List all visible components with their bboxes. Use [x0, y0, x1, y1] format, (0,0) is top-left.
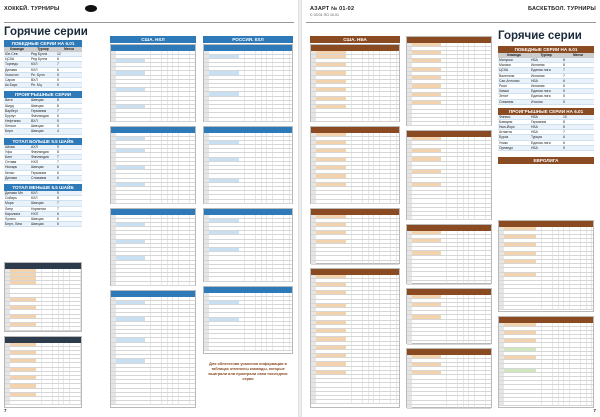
table-rows	[407, 231, 491, 285]
list-item: Валенсия Испания 7	[498, 74, 594, 79]
table-rows	[311, 51, 399, 122]
table-rows	[204, 215, 292, 282]
list-item: ЦСКА Единая лига 7	[498, 68, 594, 73]
list-item: Мора Швеция 7	[4, 201, 82, 206]
table-row	[311, 118, 399, 122]
russia-khl-column	[203, 36, 293, 43]
standings-table-mid-1	[406, 36, 492, 126]
list-item: Берн, Лига Швеция 6	[4, 222, 82, 227]
table-rows	[111, 133, 195, 204]
table-row	[111, 200, 195, 204]
table-row	[204, 200, 292, 204]
standings-table-khl-3	[203, 208, 293, 282]
standings-table-mid-5	[406, 348, 492, 408]
usa-nhl-column	[110, 36, 196, 43]
standings-table-nhl-3	[110, 208, 196, 286]
standings-table-mid-2	[406, 130, 492, 220]
table-row	[111, 282, 195, 286]
standings-table-mid-3	[406, 224, 492, 284]
left-running-head: ХОККЕЙ. ТУРНИРЫ	[4, 6, 60, 12]
list-item: Бурнут Финляндия 6	[4, 114, 82, 119]
bb-losses-list	[498, 115, 594, 151]
right-running-head-left: АЗАРТ № 01-02	[310, 6, 355, 12]
list-item: Зенит Единая лига 5	[498, 94, 594, 99]
wins-list	[4, 52, 82, 88]
table-rows	[5, 269, 81, 332]
list-item: Берн Швеция 4	[4, 129, 82, 134]
table-row	[499, 402, 593, 406]
list-item: Динамо Словакия 6	[4, 176, 82, 181]
list-item: Саров ВХЛ 5	[4, 78, 82, 83]
table-rows	[5, 343, 81, 406]
header-rule	[4, 22, 294, 23]
list-item: Нью-Йорк НБА 8	[498, 125, 594, 130]
hockey-puck-icon	[85, 5, 97, 12]
usa-nba-label: США. НБА	[310, 36, 400, 43]
list-item: Реал Испания 6	[498, 84, 594, 89]
table-rows	[111, 51, 195, 122]
standings-table-left-2	[4, 336, 82, 408]
hot-series-column	[4, 40, 82, 227]
left-page-title: Горячие серии	[4, 26, 88, 38]
table-rows	[111, 215, 195, 286]
table-row	[311, 400, 399, 404]
wins-col-headers: Команда Турнир Матчи	[4, 47, 82, 52]
total-over-section-label: ТОТАЛ БОЛЬШЕ 5.5 ШАЙБ	[4, 138, 82, 145]
list-item: Милуоки НБА 8	[498, 58, 594, 63]
standings-table-nba-4	[310, 268, 400, 408]
table-row	[111, 118, 195, 122]
left-page	[0, 0, 298, 417]
table-rows	[311, 275, 399, 405]
list-item: Уникс Единая лига 6	[498, 141, 594, 146]
table-rows	[111, 297, 195, 406]
right-page-title: Горячие серии	[498, 30, 582, 42]
list-item: Лиер Норвегия 7	[4, 207, 82, 212]
list-item: Лугано Швеция 6	[4, 217, 82, 222]
standings-table-euro-1	[498, 220, 594, 312]
table-rows	[407, 137, 491, 221]
standings-table-nba-1	[310, 44, 400, 122]
list-item: Сан-Антонио НБА 6	[498, 79, 594, 84]
bb-losses-section-label: ПРОИГРЫШНЫЕ СЕРИИ НА 6.01	[498, 108, 594, 115]
losses-list	[4, 98, 82, 134]
table-row	[204, 277, 292, 281]
table-rows	[204, 293, 292, 352]
table-row	[407, 405, 491, 409]
table-row	[311, 200, 399, 204]
table-row	[111, 401, 195, 405]
table-rows	[311, 215, 399, 265]
table-rows	[407, 295, 491, 345]
usa-nhl-label: США. НХЛ	[110, 36, 196, 43]
standings-table-nhl-4	[110, 290, 196, 408]
usa-nba-column	[310, 36, 400, 43]
list-item: Хьюстон Ре. Булл 5	[4, 73, 82, 78]
list-item: Орландо НБА 5	[498, 146, 594, 151]
list-item: Легион Швеция 5	[4, 124, 82, 129]
standings-table-nba-2	[310, 126, 400, 204]
basketball-hot-series-column	[498, 46, 594, 164]
standings-table-mid-4	[406, 288, 492, 344]
list-item: Сибирь КХЛ 8	[4, 196, 82, 201]
euroleague-section-label: ЕВРОЛИГА	[498, 157, 594, 164]
table-row	[407, 216, 491, 220]
list-item: Атланта НБА 7	[498, 130, 594, 135]
total-over-list	[4, 145, 82, 181]
wins-section-label: ПОБЕДНЫЕ СЕРИИ НА 6.01	[4, 40, 82, 47]
table-rows	[407, 43, 491, 127]
header-rule	[306, 22, 596, 23]
right-page	[302, 0, 600, 417]
standings-table-khl-4	[203, 286, 293, 354]
table-row	[499, 306, 593, 310]
standings-table-left-1	[4, 262, 82, 332]
table-rows	[499, 323, 593, 407]
table-row	[5, 401, 81, 405]
table-rows	[204, 51, 292, 122]
list-item: Динамо Мн КХЛ 9	[4, 191, 82, 196]
losses-section-label: ПРОИГРЫШНЫЕ СЕРИИ	[4, 91, 82, 98]
list-item: Малага Испания 8	[498, 63, 594, 68]
table-row	[407, 281, 491, 285]
table-row	[5, 327, 81, 331]
list-item: Уфа Финляндия 8	[4, 150, 82, 155]
russia-khl-label: РОССИЯ. КХЛ	[203, 36, 293, 43]
list-item: Торпедо КХЛ 7	[4, 62, 82, 67]
list-item: Бинг Финляндия 7	[4, 155, 82, 160]
list-item: Ньюарк Швеция 6	[4, 165, 82, 170]
table-row	[204, 118, 292, 122]
list-item: Вита Швеция 8	[4, 98, 82, 103]
footnote: Для облегчения усвоения информации в таблицах отмечены команды, которые выиграли или проиграли свои последние серии	[208, 362, 288, 381]
table-rows	[311, 133, 399, 204]
list-item: Ширд Швеция 8	[4, 104, 82, 109]
standings-table-khl-2	[203, 126, 293, 204]
standings-table-nba-3	[310, 208, 400, 264]
table-row	[311, 261, 399, 265]
left-folio: 7	[4, 408, 7, 413]
list-item: Олимпия Италия 5	[498, 100, 594, 105]
list-item: Бавария Германия 8	[498, 120, 594, 125]
list-item: Бурса Турция 6	[498, 135, 594, 140]
list-item: Нефтяник ВХЛ 5	[4, 119, 82, 124]
list-item: Ак Барс Ре. Мц 5	[4, 83, 82, 88]
list-item: Динамо КХЛ 6	[4, 68, 82, 73]
table-rows	[407, 355, 491, 409]
total-under-section-label: ТОТАЛ МЕНЬШЕ 5.5 ШАЙБ	[4, 184, 82, 191]
list-item: Оттава НХЛ 7	[4, 160, 82, 165]
list-item: Каролина НХЛ 6	[4, 212, 82, 217]
total-under-list	[4, 191, 82, 227]
list-item: Кельн Германия 6	[4, 171, 82, 176]
standings-table-nhl-1	[110, 44, 196, 122]
right-running-subhead: С 03.01 ПО 10.01	[310, 13, 339, 17]
table-row	[407, 122, 491, 126]
standings-table-khl-1	[203, 44, 293, 122]
list-item: Айова АХЛ 9	[4, 145, 82, 150]
list-item: Химки Единая лига 5	[498, 89, 594, 94]
right-running-head-right: БАСКЕТБОЛ. ТУРНИРЫ	[528, 6, 596, 12]
standings-table-nhl-2	[110, 126, 196, 204]
bb-wins-section-label: ПОБЕДНЫЕ СЕРИИ НА 6.01	[498, 46, 594, 53]
table-rows	[499, 227, 593, 311]
table-row	[204, 347, 292, 351]
list-item: Юн-Сев Ред Буллз 12	[4, 52, 82, 57]
bb-wins-list	[498, 58, 594, 105]
table-row	[407, 341, 491, 345]
standings-table-euro-2	[498, 316, 594, 408]
table-rows	[204, 133, 292, 204]
list-item: Варберг Германия 7	[4, 109, 82, 114]
list-item: ЦСКА Ред Буллз 8	[4, 57, 82, 62]
list-item: Финикс НБА 10	[498, 115, 594, 120]
right-folio: 7	[593, 408, 596, 413]
bb-wins-col-headers: Команда Турнир Матчи	[498, 53, 594, 58]
